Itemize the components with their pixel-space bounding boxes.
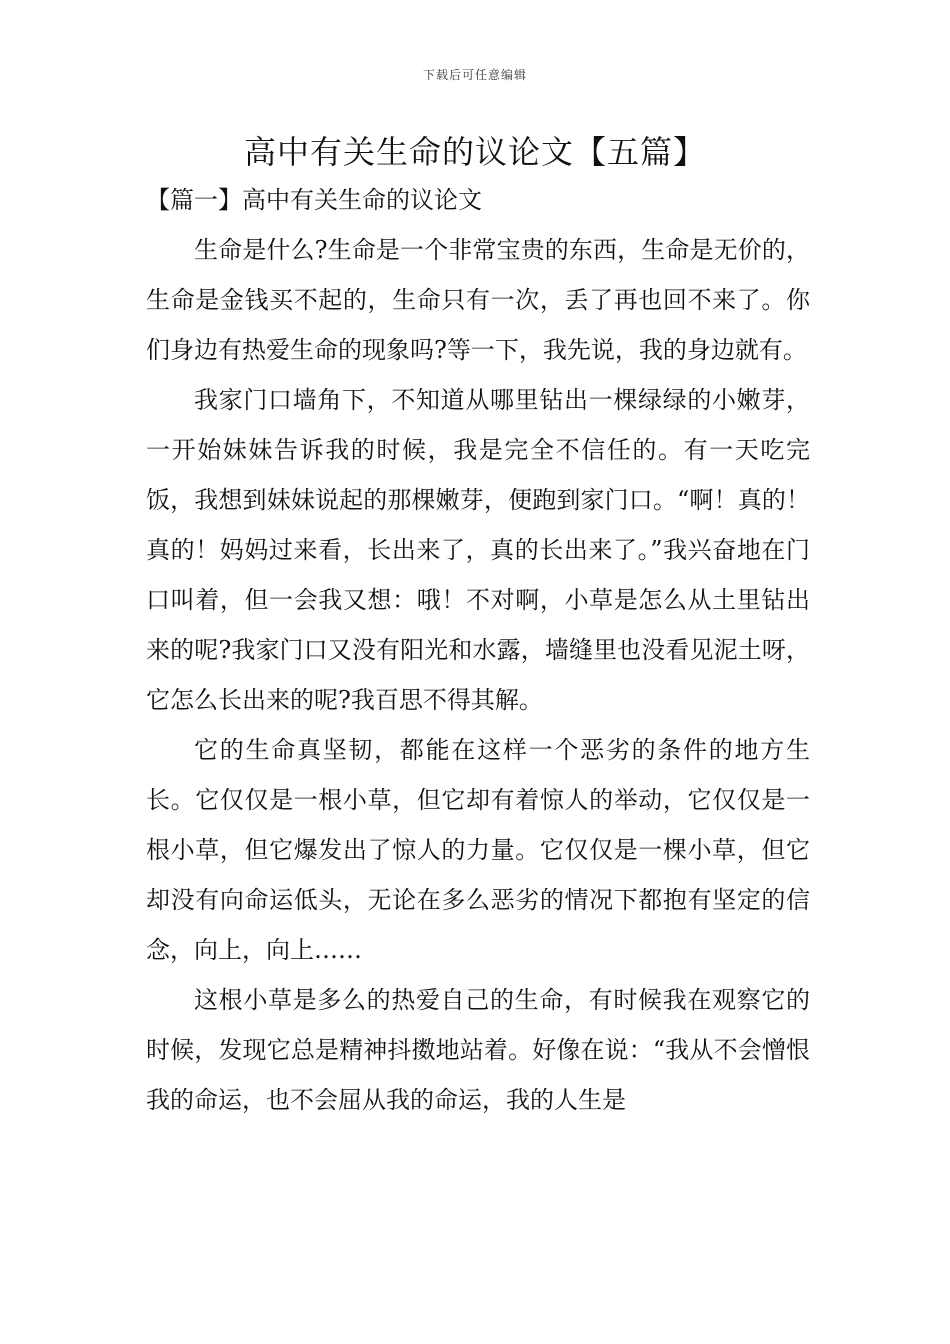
paragraph: 这根小草是多么的热爱自己的生命，有时候我在观察它的时候，发现它总是精神抖擞地站着。好像在说：“我从不会憎恨我的命运，也不会屈从我的命运，我的人生是 bbox=[146, 986, 810, 1114]
body-text bbox=[146, 225, 810, 1125]
paragraph: 生命是什么?生命是一个非常宝贵的东西，生命是无价的，生命是金钱买不起的，生命只有一次，丢了再也回不来了。你们身边有热爱生命的现象吗?等一下，我先说，我的身边就有。 bbox=[146, 236, 810, 364]
paragraph: 它的生命真坚韧，都能在这样一个恶劣的条件的地方生长。它仅仅是一根小草，但它却有着惊人的举动，它仅仅是一根小草，但它爆发出了惊人的力量。它仅仅是一棵小草，但它却没有向命运低头，无论在多么恶劣的情况下都抱有坚定的信念，向上，向上…… bbox=[146, 736, 810, 964]
document-title: 高中有关生命的议论文【五篇】 bbox=[243, 133, 706, 171]
header-note: 下载后可任意编辑 bbox=[422, 68, 527, 82]
paragraph: 我家门口墙角下，不知道从哪里钻出一棵绿绿的小嫩芽，一开始妹妹告诉我的时候，我是完全不信任的。有一天吃完饭，我想到妹妹说起的那棵嫩芽，便跑到家门口。“啊！真的！真的！妈妈过来看，长出来了，真的长出来了。”我兴奋地在门口叫着，但一会我又想：哦！不对啊，小草是怎么从土里钻出来的呢?我家门口又没有阳光和水露，墙缝里也没看见泥土呀，它怎么长出来的呢?我百思不得其解。 bbox=[146, 386, 810, 714]
section-heading: 【篇一】高中有关生命的议论文 bbox=[146, 186, 482, 214]
